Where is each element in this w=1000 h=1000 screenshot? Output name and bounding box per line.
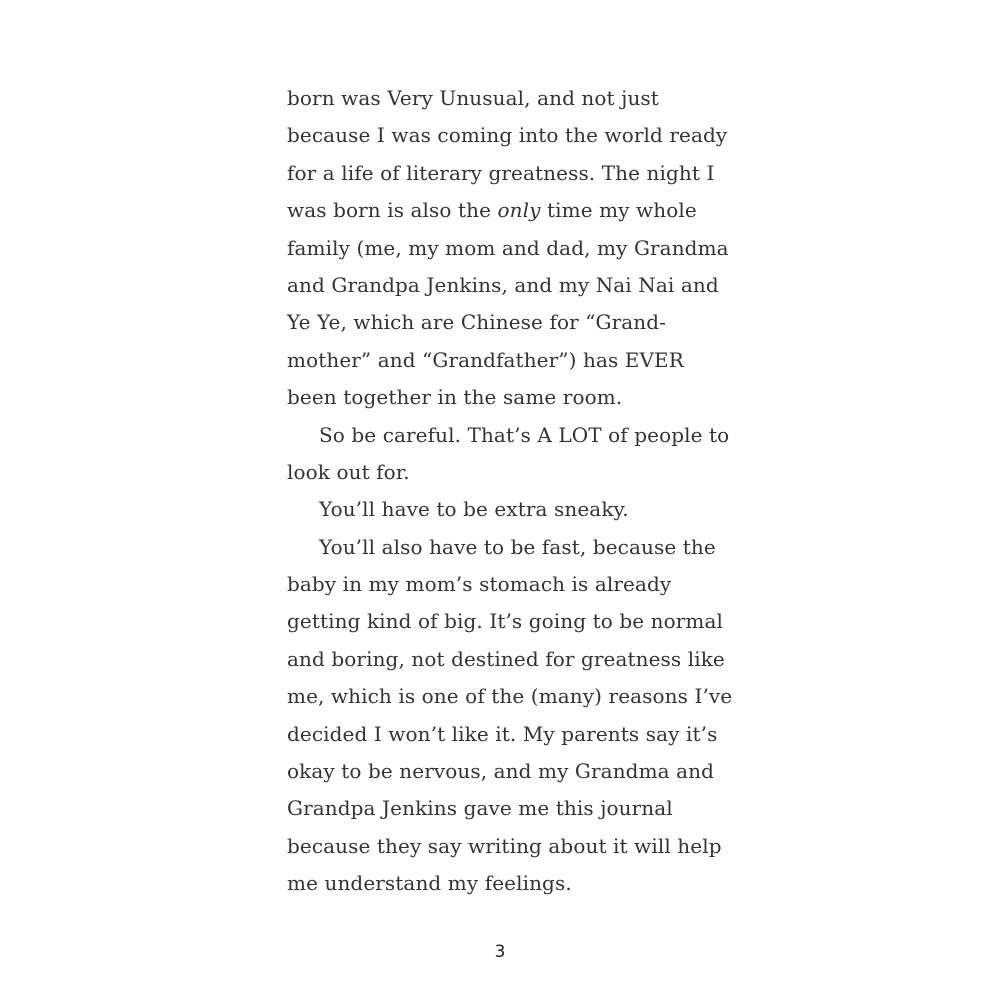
text-line: for a life of literary greatness. The night I (287, 160, 715, 185)
text-line: born was Very Unusual, and not just (287, 86, 659, 110)
text-line: look out for. (287, 459, 410, 484)
page-number: 3 (494, 942, 506, 962)
paragraph-start-line: So be careful. That’s A LOT of people to (319, 422, 730, 447)
paragraph-start-line: You’ll have to be extra sneaky. (319, 497, 629, 522)
text-line: me, which is one of the (many) reasons I’ve (287, 684, 733, 709)
text-line (287, 192, 727, 229)
paragraph-start-line: You’ll also have to be fast, because the (319, 534, 716, 559)
italic-emphasis: only (497, 198, 541, 223)
text-run: was born is also the (287, 198, 498, 223)
text-line: mother” and “Grandfather”) has EVER (287, 347, 684, 372)
text-line: getting kind of big. It’s going to be normal (287, 609, 724, 634)
text-line: me understand my feelings. (287, 871, 572, 896)
text-line: and boring, not destined for greatness like (287, 646, 725, 671)
text-line: decided I won’t like it. My parents say it’s (287, 721, 718, 746)
text-line: Ye Ye, which are Chinese for “Grand- (287, 310, 667, 335)
text-line: because they say writing about it will help (287, 833, 722, 858)
text-line: Grandpa Jenkins gave me this journal (287, 796, 673, 821)
text-line: because I was coming into the world ready (287, 123, 728, 148)
text-line: and Grandpa Jenkins, and my Nai Nai and (287, 272, 719, 297)
body-text (287, 80, 733, 903)
text-line: okay to be nervous, and my Grandma and (287, 759, 715, 784)
text-run: time my whole (540, 198, 697, 223)
text-line: baby in my mom’s stomach is already (287, 572, 672, 597)
text-line: been together in the same room. (287, 385, 623, 410)
text-line: family (me, my mom and dad, my Grandma (287, 235, 729, 260)
